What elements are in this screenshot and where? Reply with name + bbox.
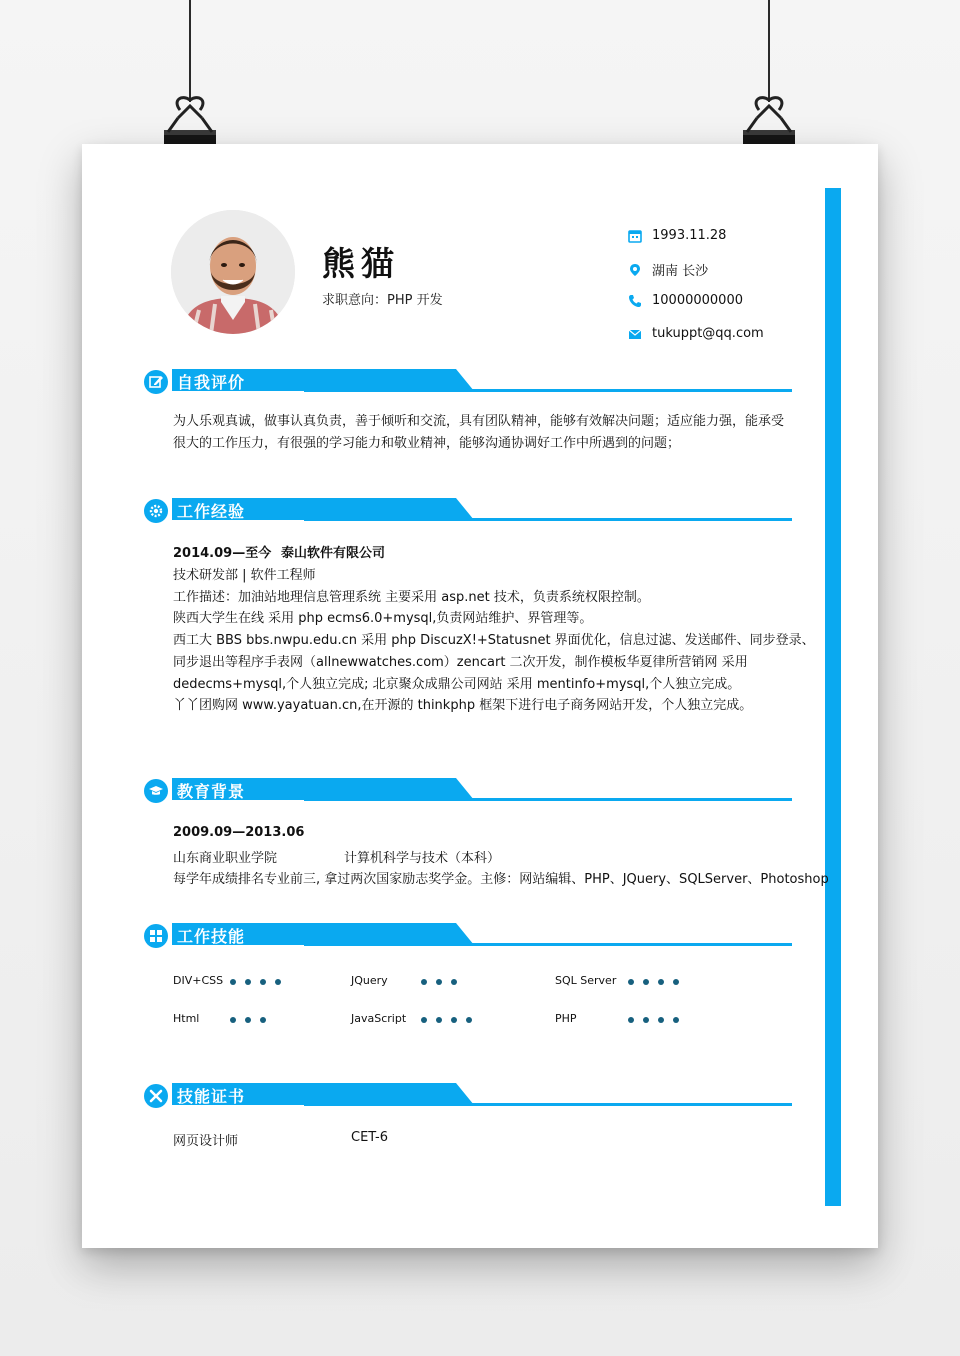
skill-name: DIV+CSS [173, 974, 224, 987]
skill-level-dot [628, 979, 634, 985]
hanging-wire-right [768, 0, 770, 102]
work-line: 同步退出等程序手表网（allnewwatches.com）zencart 二次开发，制作模板华夏律所营销网 采用 [173, 655, 748, 670]
accent-bar [825, 188, 841, 1206]
section-underline [304, 943, 792, 946]
skill-name: JavaScript [351, 1012, 407, 1025]
skill-name: JQuery [351, 974, 388, 987]
contact-birthday [628, 228, 726, 243]
work-line: 工作描述：加油站地理信息管理系统 主要采用 asp.net 技术，负责系统权限控制。 [173, 590, 650, 605]
skill-level-dots [628, 1017, 688, 1023]
section-header-self-evaluation [144, 369, 792, 395]
skill-name: PHP [555, 1012, 577, 1025]
education-major: 计算机科学与技术（本科） [344, 851, 501, 866]
work-line: dedecms+mysql,个人独立完成; 北京聚众成鼎公司网站 采用 mentinfo+mysql,个人独立完成。 [173, 677, 741, 692]
phone-icon [628, 294, 642, 308]
section-icon-circle [144, 779, 168, 803]
skill-level-dots [230, 1017, 275, 1023]
work-line: 西工大 BBS bbs.nwpu.edu.cn 采用 php DiscuzX!+Statusnet 界面优化，信息过滤、发送邮件、同步登录、 [173, 633, 815, 648]
graduation-cap-icon [148, 783, 164, 799]
birthday-text: 1993.11.28 [652, 228, 727, 243]
education-detail: 每学年成绩排名专业前三, 拿过两次国家励志奖学金。主修：网站编辑、PHP、JQuery、SQLServer、Photoshop [173, 872, 829, 887]
skill-level-dot [245, 979, 251, 985]
skill-level-dots [628, 979, 688, 985]
skill-level-dot [421, 1017, 427, 1023]
section-icon-circle [144, 499, 168, 523]
skill-name: SQL Server [555, 974, 617, 987]
section-title: 自我评价 [177, 373, 246, 392]
skill-level-dot [673, 1017, 679, 1023]
gear-icon [148, 503, 164, 519]
email-icon [628, 327, 642, 341]
work-company: 泰山软件有限公司 [281, 546, 386, 561]
skill-level-dots [421, 979, 466, 985]
location-text: 湖南 长沙 [652, 264, 709, 279]
section-header-skills [144, 923, 792, 949]
section-underline [304, 798, 792, 801]
skill-name: Html [173, 1012, 200, 1025]
section-icon-circle [144, 1084, 168, 1108]
section-underline [304, 1103, 792, 1106]
skill-level-dot [260, 979, 266, 985]
contact-phone [628, 293, 743, 308]
skill-level-dot [451, 1017, 457, 1023]
contact-email [628, 326, 764, 341]
section-header-work [144, 498, 792, 524]
section-header-certificates [144, 1083, 792, 1109]
job-intent: 求职意向：PHP 开发 [322, 293, 443, 308]
skill-level-dot [658, 1017, 664, 1023]
skill-level-dot [466, 1017, 472, 1023]
section-icon-circle [144, 370, 168, 394]
edit-icon [148, 374, 164, 390]
education-school: 山东商业职业学院 [173, 851, 278, 866]
skill-level-dot [673, 979, 679, 985]
self-evaluation-text: 为人乐观真诚，做事认真负责，善于倾听和交流，具有团队精神，能够有效解决问题；适应能力强，能承受很大的工作压力，有很强的学习能力和敬业精神，能够沟通协调好工作中所遇到的问题； [173, 414, 785, 451]
section-underline [304, 518, 792, 521]
skill-level-dot [628, 1017, 634, 1023]
certificate-item: CET-6 [351, 1130, 389, 1145]
section-underline [304, 389, 792, 392]
work-line: 陕西大学生在线 采用 php ecms6.0+mysql,负责网站维护、界管理等。 [173, 611, 593, 626]
certificate-item: 网页设计师 [173, 1134, 239, 1149]
skill-level-dot [421, 979, 427, 985]
skill-level-dot [643, 1017, 649, 1023]
education-period: 2009.09—2013.06 [173, 825, 305, 840]
section-header-education [144, 778, 792, 804]
person-photo [171, 210, 295, 334]
grid-icon [148, 928, 164, 944]
skill-level-dots [421, 1017, 481, 1023]
skill-level-dot [658, 979, 664, 985]
avatar [171, 210, 295, 334]
hanging-wire-left [189, 0, 191, 102]
skill-level-dot [275, 979, 281, 985]
skill-level-dot [436, 979, 442, 985]
location-pin-icon [628, 263, 642, 277]
skill-level-dot [230, 1017, 236, 1023]
calendar-icon [628, 229, 642, 243]
tools-icon [148, 1088, 164, 1104]
skill-level-dot [451, 979, 457, 985]
skill-level-dot [643, 979, 649, 985]
work-department: 技术研发部 | 软件工程师 [173, 568, 316, 583]
work-line: 丫丫团购网 www.yayatuan.cn,在开源的 thinkphp 框架下进行电子商务网站开发，个人独立完成。 [173, 698, 753, 713]
section-icon-circle [144, 924, 168, 948]
skill-level-dots [230, 979, 290, 985]
skill-level-dot [436, 1017, 442, 1023]
section-title: 工作经验 [177, 502, 246, 521]
work-period: 2014.09—至今 [173, 546, 272, 561]
skill-level-dot [245, 1017, 251, 1023]
skill-level-dot [260, 1017, 266, 1023]
email-text: tukuppt@qq.com [652, 326, 764, 341]
section-title: 工作技能 [177, 927, 246, 946]
phone-text: 10000000000 [652, 293, 743, 308]
skill-level-dot [230, 979, 236, 985]
candidate-name: 熊猫 [322, 244, 400, 283]
section-title: 教育背景 [177, 782, 246, 801]
contact-location [628, 260, 708, 279]
section-title: 技能证书 [177, 1087, 246, 1106]
